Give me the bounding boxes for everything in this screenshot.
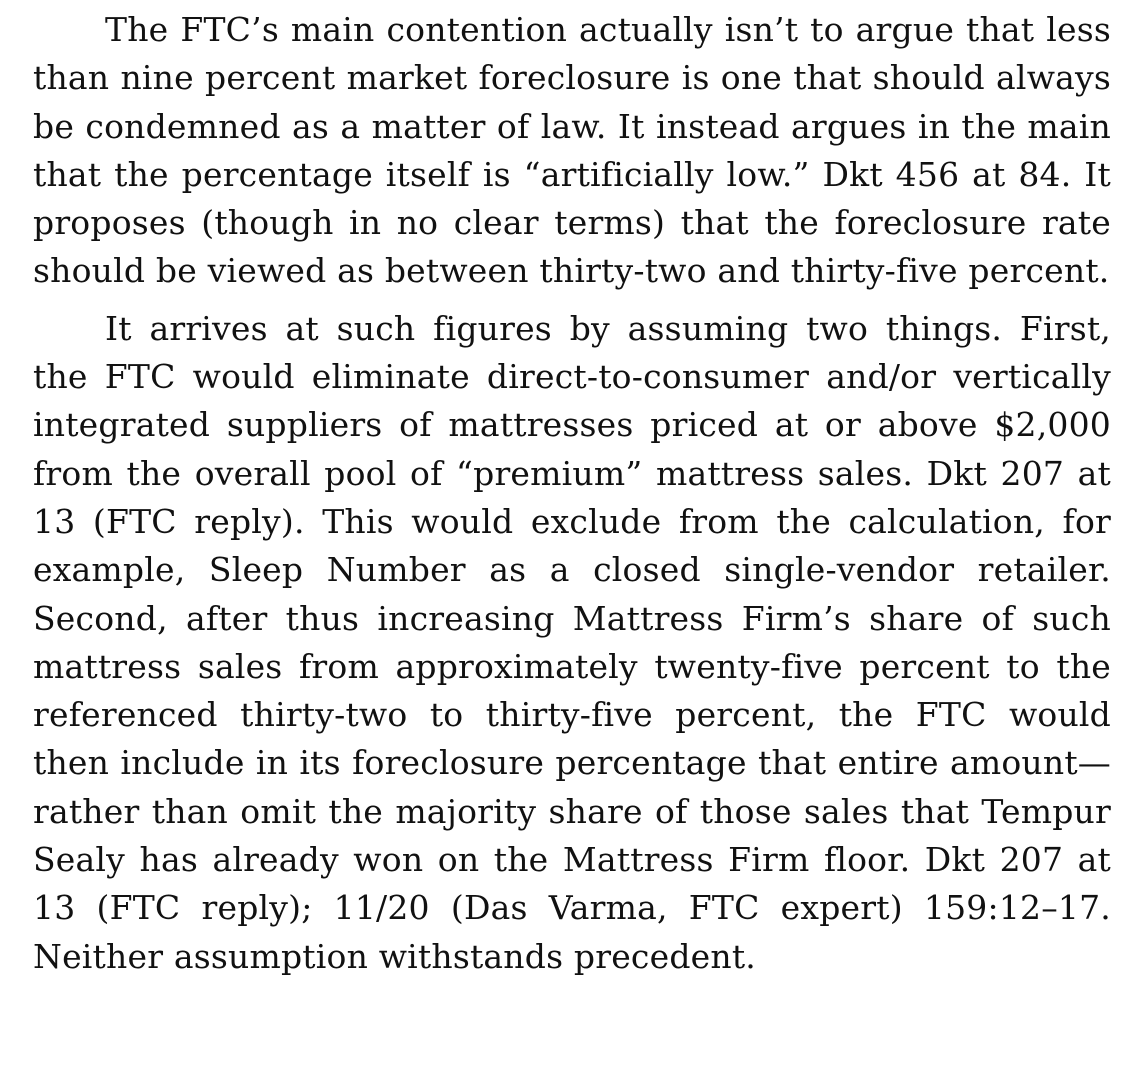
paragraph-1: The FTC’s main contention actually isn’t to argue that less than nine percent market foreclosure is one that should always be condemned as a matter of law. It instead argues in the main that the percentage itself is “artificially low.” Dkt 456 at 84. It proposes (though in no clear terms) that the foreclosure rate should be viewed as between thirty-two and thirty-five percent. [33, 10, 1111, 291]
paragraph-2: It arrives at such figures by assuming two things. First, the FTC would eliminate direct-to-consumer and/or vertically integrated suppliers of mattresses priced at or above $2,000 from the overall pool of “premium” mattress sales. Dkt 207 at 13 (FTC reply). This would exclude from the calculation, for example, Sleep Number as a closed single-vendor retailer. Second, after thus increasing Mattress Firm’s share of such mattress sales from approximately twenty-five percent to the referenced thirty-two to thirty-five percent, the FTC would then include in its foreclosure percentage that entire amount—rather than omit the majority share of those sales that Tempur Sealy has already won on the Mattress Firm floor. Dkt 207 at 13 (FTC reply); 11/20 (Das Varma, FTC expert) 159:12–17. Neither assumption withstands precedent. [33, 308, 1111, 976]
document-page [33, 6, 1111, 981]
